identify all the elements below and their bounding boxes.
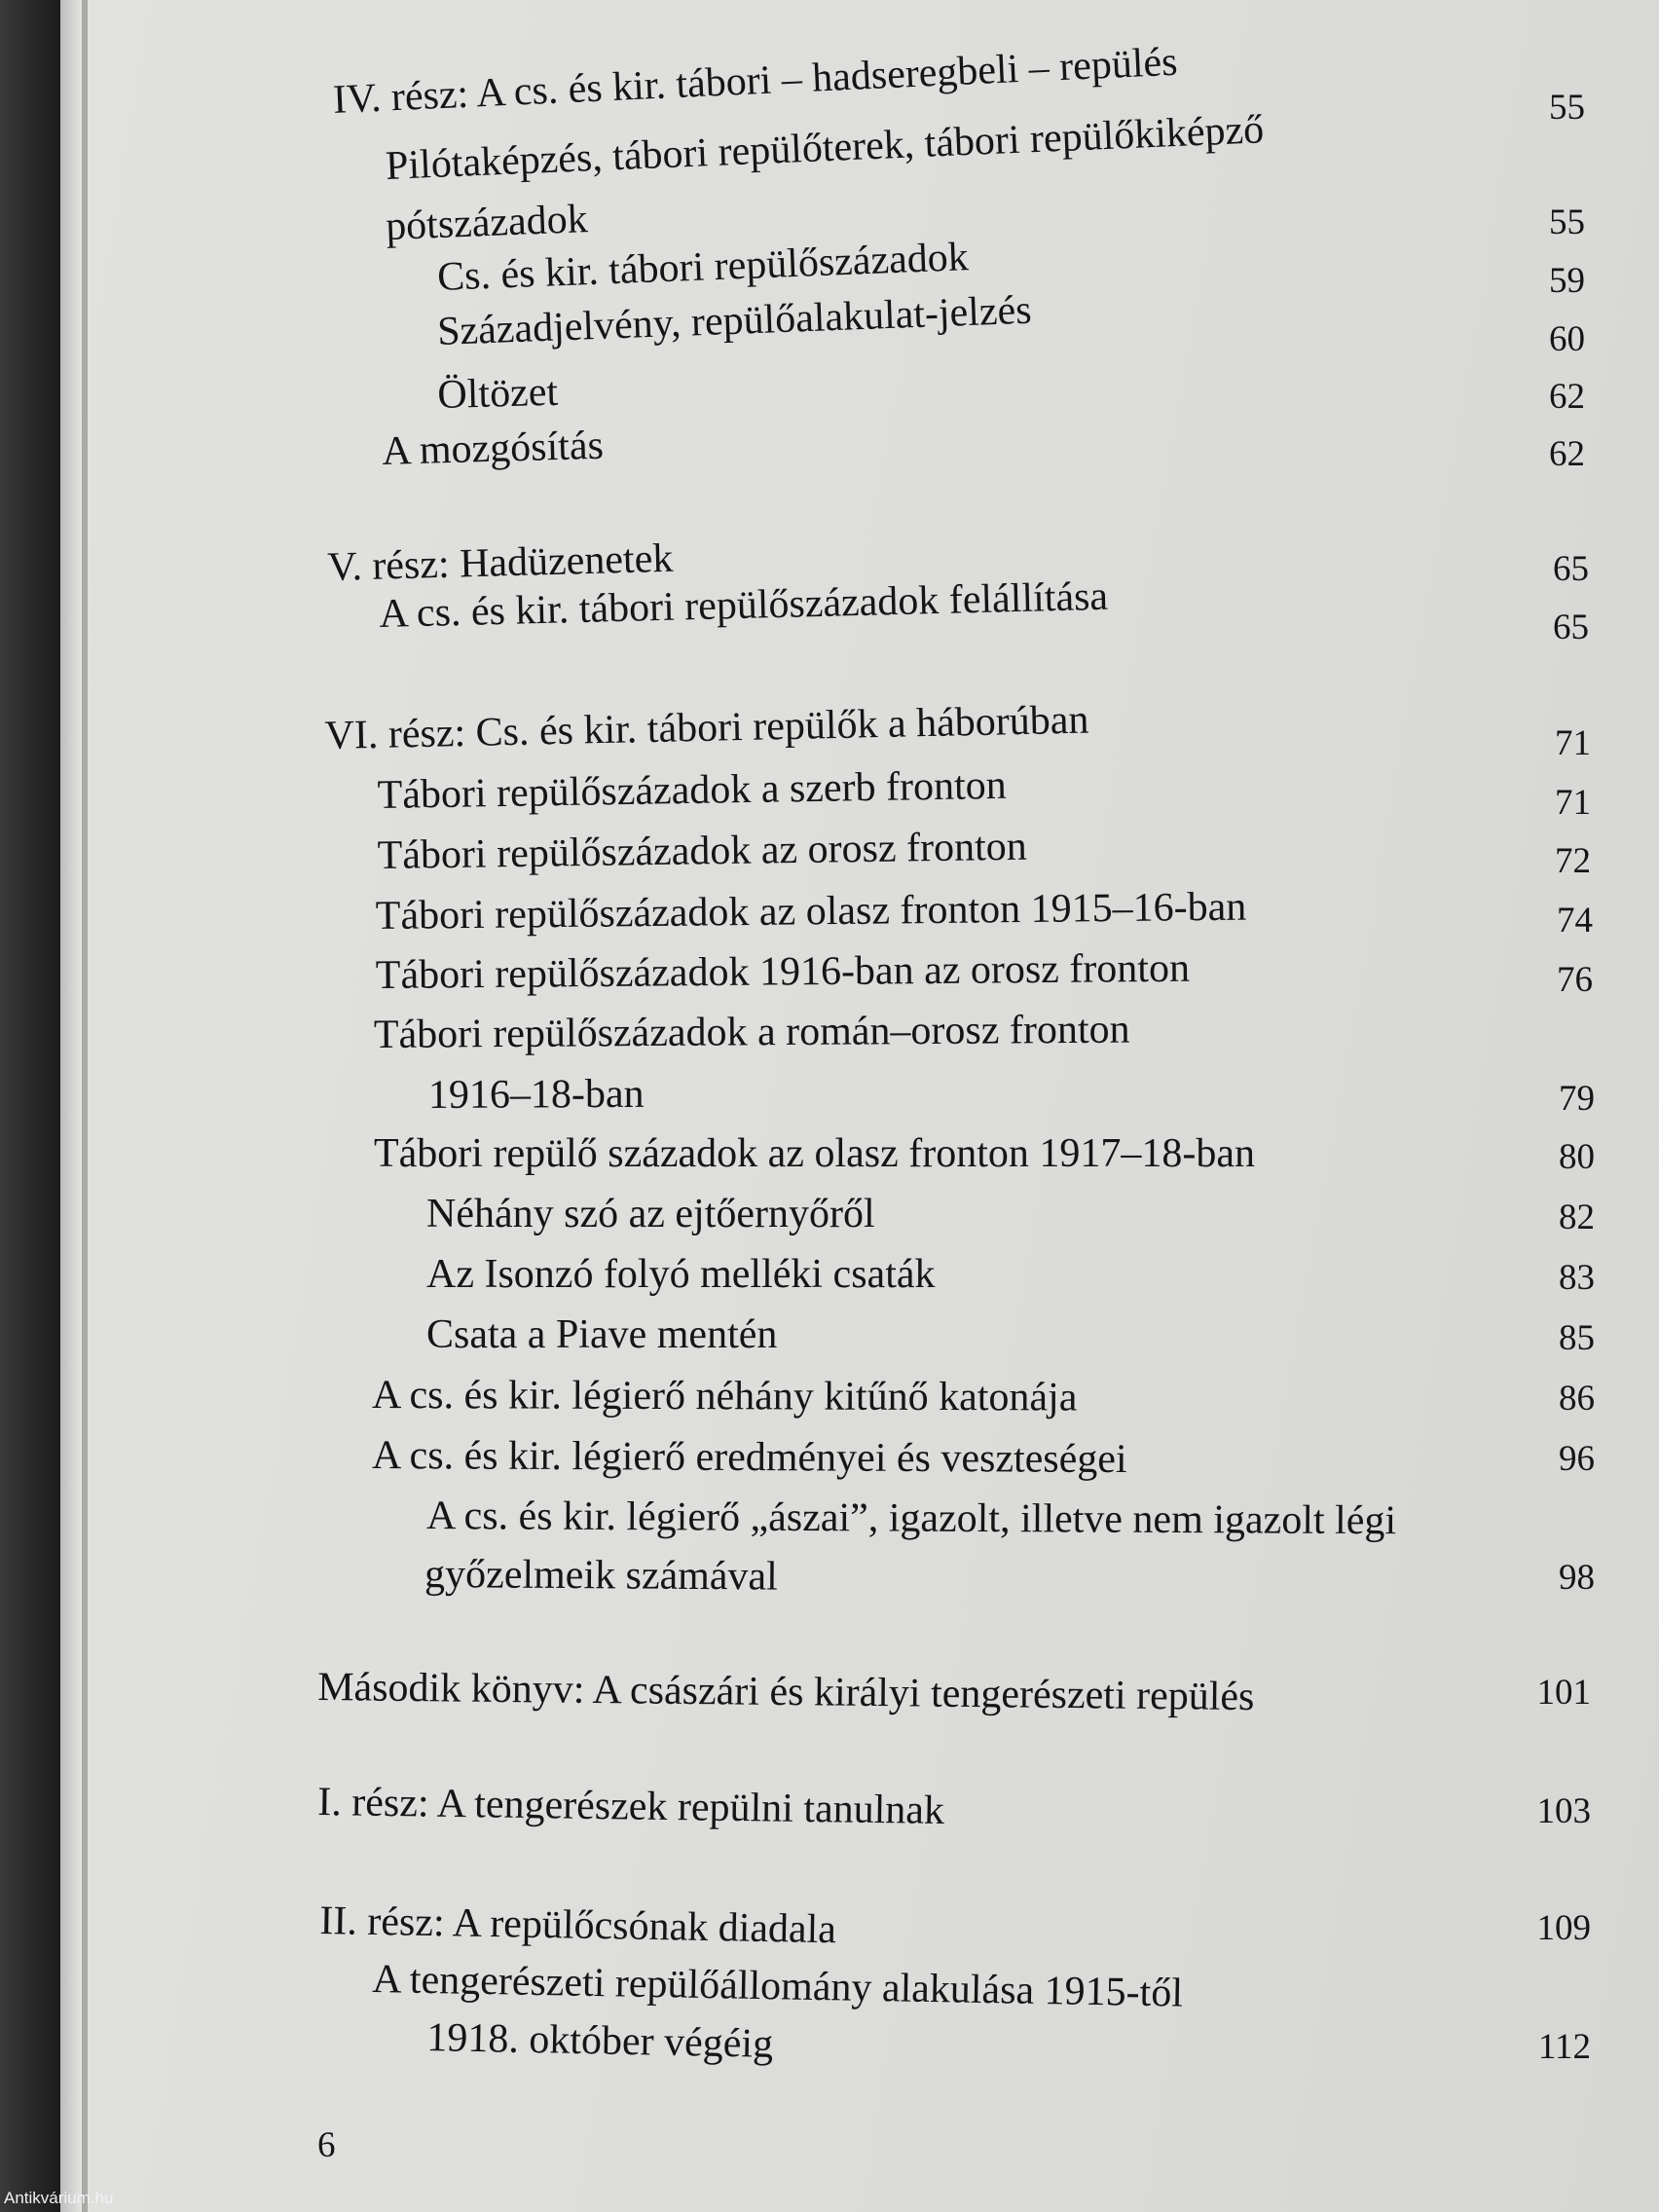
toc-entry-title: Pilótaképzés, tábori repülőterek, tábori repülőkiképző	[385, 107, 1265, 189]
toc-entry-title: VI. rész: Cs. és kir. tábori repülők a háborúban	[324, 697, 1089, 758]
toc-entry-title: 1916–18-ban	[427, 1071, 645, 1118]
toc-entry-page: 98	[1559, 1558, 1595, 1598]
toc-entry-title: Cs. és kir. tábori repülőszázadok	[436, 235, 970, 300]
toc-entry-title: 1918. október végéig	[425, 2015, 774, 2067]
toc-entry-page: 86	[1559, 1379, 1595, 1419]
toc-entry-title: A cs. és kir. légierő néhány kitűnő katonája	[371, 1373, 1078, 1420]
toc-entry-page: 82	[1559, 1198, 1595, 1237]
toc-entry-page: 109	[1536, 1908, 1591, 1948]
toc-entry-page: 101	[1536, 1673, 1591, 1713]
toc-entry-page: 71	[1555, 723, 1591, 763]
toc-entry-title: Tábori repülőszázadok a román–orosz fronton	[373, 1007, 1130, 1057]
toc-entry-page: 112	[1537, 2027, 1591, 2067]
toc-entry-title: Tábori repülőszázadok az olasz fronton 1915–16-ban	[375, 884, 1247, 939]
toc-entry-title: pótszázadok	[385, 197, 589, 249]
toc-entry-title: Tábori repülőszázadok 1916-ban az orosz fronton	[375, 945, 1191, 998]
toc-entry-page: 55	[1549, 88, 1585, 128]
toc-entry-title: Tábori repülőszázadok a szerb fronton	[377, 762, 1008, 818]
toc-entry-title: A cs. és kir. légierő „ászai”, igazolt, illetve nem igazolt légi	[425, 1493, 1397, 1544]
toc-entry-page: 74	[1557, 901, 1593, 940]
toc-entry-page: 60	[1549, 319, 1585, 359]
toc-entry-title: győzelmeik számával	[424, 1552, 778, 1600]
toc-entry-title: I. rész: A tengerészek repülni tanulnak	[316, 1780, 945, 1833]
toc-entry-title: A mozgósítás	[381, 423, 605, 474]
toc-entry-page: 59	[1549, 261, 1585, 301]
toc-entry-title: Tábori repülő századok az olasz fronton 1917–18-ban	[374, 1131, 1256, 1176]
toc-entry-title: V. rész: Hadüzenetek	[326, 535, 674, 590]
toc-entry-title: A tengerészeti repülőállomány alakulása 1915-től	[371, 1957, 1184, 2016]
toc-entry-page: 85	[1559, 1318, 1595, 1358]
toc-entry-page: 65	[1553, 549, 1589, 589]
toc-entry-title: Tábori repülőszázadok az orosz fronton	[377, 824, 1028, 878]
toc-entry-page: 72	[1555, 841, 1591, 881]
toc-entry-page: 71	[1555, 783, 1591, 823]
toc-entry-title: Második könyv: A császári és királyi tengerészeti repülés	[316, 1665, 1255, 1720]
toc-entry-title: Az Isonzó folyó melléki csaták	[426, 1252, 936, 1297]
toc-entry-page: 103	[1536, 1791, 1591, 1831]
toc-entry-page: 83	[1559, 1258, 1595, 1298]
toc-entry-title: Századjelvény, repülőalakulat-jelzés	[436, 287, 1033, 354]
toc-entry-title: IV. rész: A cs. és kir. tábori – hadseregbeli – repülés	[332, 39, 1179, 123]
toc-entry-title: Néhány szó az ejtőernyőről	[426, 1192, 875, 1236]
toc-entry-page: 55	[1549, 203, 1585, 242]
toc-entry-page: 62	[1549, 377, 1585, 417]
toc-entry-page: 80	[1559, 1137, 1595, 1177]
toc-entry-page: 62	[1549, 434, 1585, 474]
toc-entry-title: Öltözet	[436, 369, 559, 418]
toc-entry-page: 96	[1559, 1439, 1595, 1479]
page-number: 6	[317, 2125, 336, 2165]
toc-entry-page: 76	[1557, 960, 1593, 1000]
toc-entry-title: Csata a Piave mentén	[426, 1312, 778, 1357]
watermark-text: Antikvárium.hu	[4, 2189, 114, 2207]
toc-entry-page: 65	[1553, 608, 1589, 647]
toc-entry-title: II. rész: A repülőcsónak diadala	[318, 1899, 837, 1953]
toc-entry-title: A cs. és kir. légierő eredményei és veszteségei	[371, 1433, 1127, 1483]
toc-entry-page: 79	[1559, 1079, 1595, 1119]
toc-entry-title: A cs. és kir. tábori repülőszázadok felállítása	[378, 573, 1109, 637]
